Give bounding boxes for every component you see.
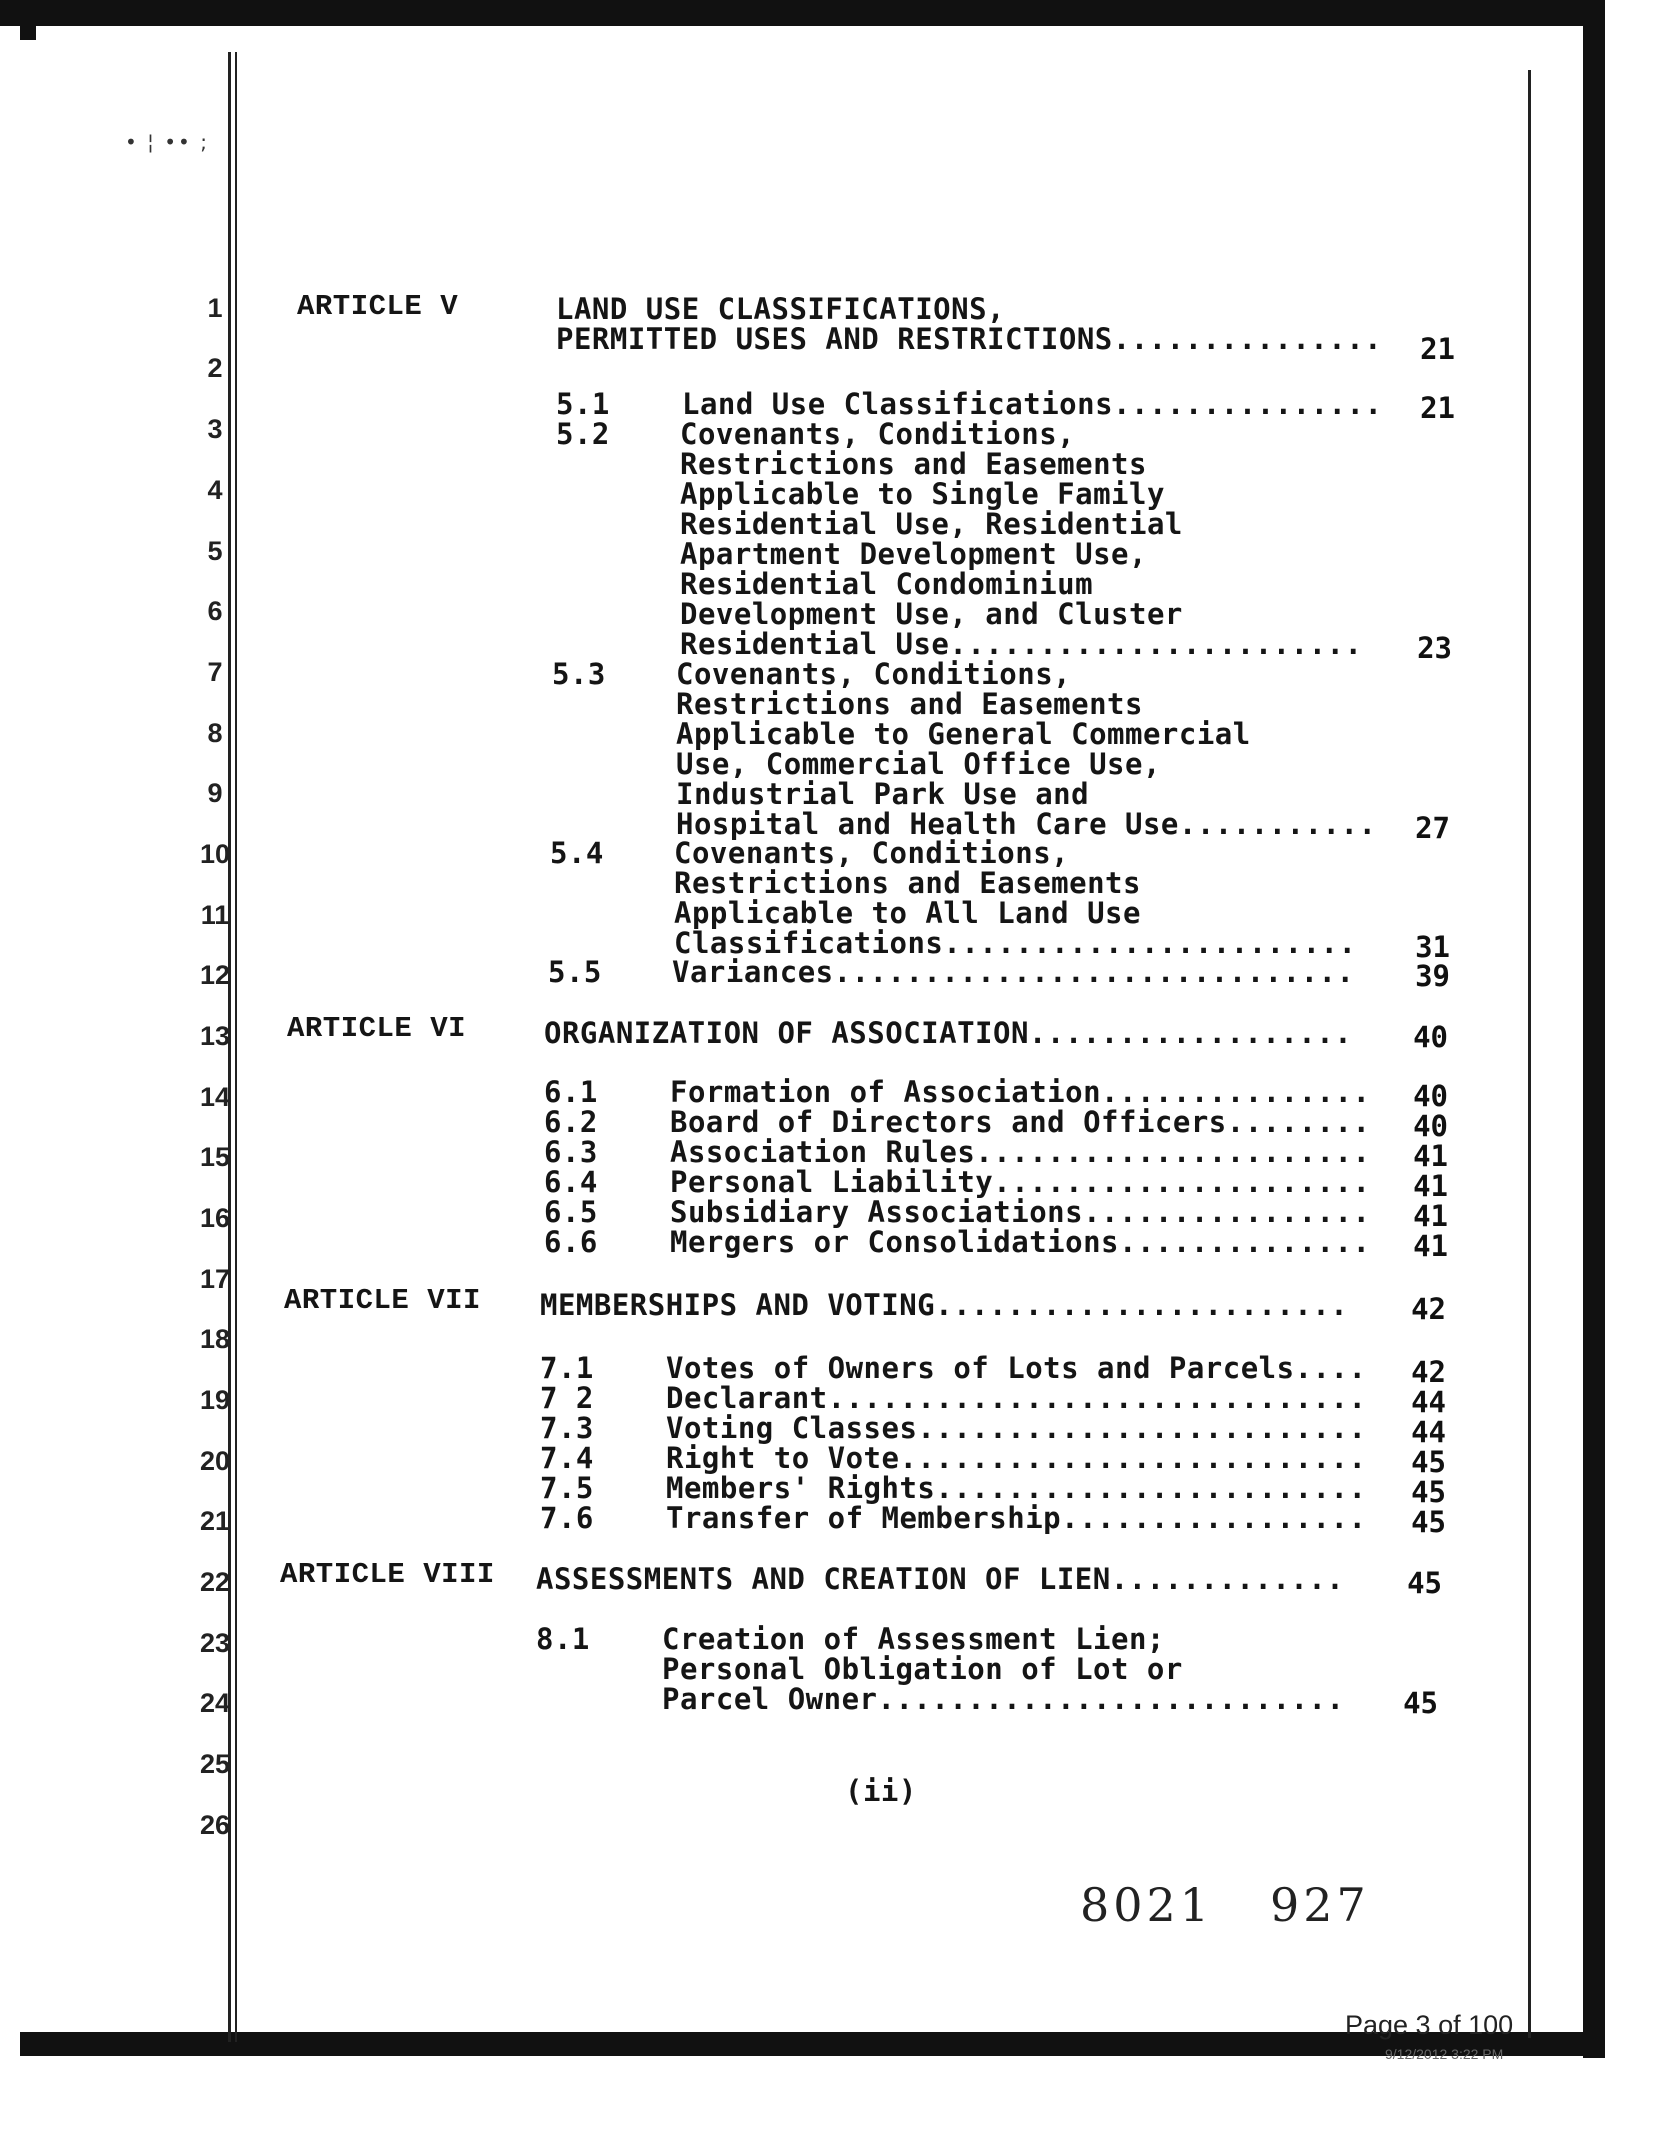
section-title: Formation of Association...............	[670, 1075, 1371, 1109]
section-title: Variances.............................	[672, 955, 1355, 989]
article-viii-title: ASSESSMENTS AND CREATION OF LIEN.............	[536, 1562, 1345, 1596]
section-title: Votes of Owners of Lots and Parcels....	[666, 1351, 1367, 1385]
line-number: 2	[207, 353, 223, 383]
section-title: Applicable to All Land Use	[674, 896, 1141, 930]
page-number: 45	[1407, 1566, 1442, 1600]
line-number: 16	[199, 1203, 231, 1233]
line-number: 25	[199, 1749, 231, 1779]
section-title: Covenants, Conditions,	[680, 417, 1076, 451]
section-title: Transfer of Membership.................	[666, 1501, 1367, 1535]
section-number: 7.1	[540, 1351, 594, 1385]
line-number: 11	[200, 900, 230, 930]
section-title: Right to Vote..........................	[666, 1441, 1367, 1475]
article-vii-title: MEMBERSHIPS AND VOTING.......................	[540, 1288, 1349, 1322]
line-number: 24	[199, 1688, 231, 1718]
page-number: 41	[1413, 1229, 1448, 1263]
section-title: Personal Obligation of Lot or	[662, 1652, 1183, 1686]
section-title: Applicable to General Commercial	[676, 717, 1251, 751]
article-v-label: ARTICLE V	[297, 290, 459, 323]
line-number: 7	[207, 657, 223, 687]
right-margin-rule	[1528, 70, 1531, 2038]
line-number: 13	[199, 1021, 231, 1051]
section-title: Applicable to Single Family	[680, 477, 1165, 511]
page-number: 21	[1420, 332, 1455, 366]
section-title: Personal Liability.....................	[670, 1165, 1371, 1199]
page-number: 40	[1413, 1109, 1448, 1143]
page-number: 27	[1415, 811, 1450, 845]
page-number: 45	[1403, 1686, 1438, 1720]
section-title: Board of Directors and Officers........	[670, 1105, 1371, 1139]
page-indicator: Page 3 of 100	[1345, 2010, 1514, 2040]
article-vi-title: ORGANIZATION OF ASSOCIATION..................	[544, 1016, 1353, 1050]
line-number: 21	[199, 1506, 231, 1536]
line-number: 1	[207, 293, 223, 323]
section-number: 6.6	[544, 1225, 598, 1259]
line-number: 26	[199, 1810, 231, 1840]
section-number: 8.1	[536, 1622, 590, 1656]
page-number: 44	[1411, 1385, 1446, 1419]
page-number: 39	[1415, 959, 1450, 993]
line-number: 23	[199, 1628, 231, 1658]
page-number: 21	[1420, 391, 1455, 425]
section-number: 7.6	[540, 1501, 594, 1535]
book-page-number: 927	[1270, 1878, 1370, 1932]
line-number: 10	[199, 839, 231, 869]
page-number: 42	[1411, 1292, 1446, 1326]
section-title: Residential Use.......................	[680, 627, 1363, 661]
page-number: 40	[1413, 1079, 1448, 1113]
page-number: 41	[1413, 1199, 1448, 1233]
section-title: Use, Commercial Office Use,	[676, 747, 1161, 781]
scan-border-top	[0, 0, 1605, 26]
section-number: 5.1	[556, 387, 610, 421]
scan-border-right	[1583, 0, 1605, 2058]
section-number: 7 2	[540, 1381, 594, 1415]
line-number: 20	[199, 1446, 231, 1476]
page-number: 41	[1413, 1169, 1448, 1203]
section-number: 7.5	[540, 1471, 594, 1505]
page-number: 23	[1417, 631, 1452, 665]
line-number: 9	[207, 778, 223, 808]
line-number: 4	[207, 475, 223, 505]
section-title: Restrictions and Easements	[676, 687, 1143, 721]
section-number: 5.2	[556, 417, 610, 451]
section-number: 7.4	[540, 1441, 594, 1475]
section-title: Covenants, Conditions,	[676, 657, 1072, 691]
section-number: 7.3	[540, 1411, 594, 1445]
section-title: Covenants, Conditions,	[674, 836, 1070, 870]
book-number: 8021	[1080, 1878, 1214, 1932]
roman-page-number: (ii)	[845, 1774, 917, 1808]
section-number: 6.4	[544, 1165, 598, 1199]
section-title: Mergers or Consolidations..............	[670, 1225, 1371, 1259]
page-number: 45	[1411, 1475, 1446, 1509]
section-title: Voting Classes.........................	[666, 1411, 1367, 1445]
line-number: 22	[199, 1567, 231, 1597]
section-number: 5.5	[548, 955, 602, 989]
section-title: Subsidiary Associations................	[670, 1195, 1371, 1229]
section-title: Restrictions and Easements	[680, 447, 1147, 481]
article-v-title: PERMITTED USES AND RESTRICTIONS...............	[556, 322, 1383, 356]
line-number: 12	[199, 960, 231, 990]
line-number: 19	[199, 1385, 231, 1415]
line-number: 14	[199, 1082, 231, 1112]
article-vi-label: ARTICLE VI	[287, 1012, 467, 1045]
timestamp-stamp: 9/12/2012 3:22 PM	[1385, 2046, 1504, 2062]
line-number: 15	[199, 1142, 231, 1172]
section-title: Apartment Development Use,	[680, 537, 1147, 571]
article-viii-label: ARTICLE VIII	[280, 1558, 495, 1591]
line-number: 18	[199, 1324, 231, 1354]
section-number: 6.2	[544, 1105, 598, 1139]
section-title: Parcel Owner..........................	[662, 1682, 1345, 1716]
section-number: 6.5	[544, 1195, 598, 1229]
section-title: Creation of Assessment Lien;	[662, 1622, 1165, 1656]
section-title: Land Use Classifications...............	[682, 387, 1383, 421]
section-title: Members' Rights........................	[666, 1471, 1367, 1505]
section-title: Declarant..............................	[666, 1381, 1367, 1415]
page-number: 44	[1411, 1415, 1446, 1449]
section-title: Residential Use, Residential	[680, 507, 1183, 541]
corner-marks: • ¦ •• ;	[125, 130, 209, 154]
line-number: 8	[207, 718, 223, 748]
line-number: 17	[199, 1264, 231, 1294]
line-number: 3	[207, 414, 223, 444]
section-title: Classifications.......................	[674, 926, 1357, 960]
section-title: Hospital and Health Care Use...........	[676, 807, 1377, 841]
page-number: 45	[1411, 1445, 1446, 1479]
page-number: 41	[1413, 1139, 1448, 1173]
section-number: 5.3	[552, 657, 606, 691]
page-number: 42	[1411, 1355, 1446, 1389]
article-vii-label: ARTICLE VII	[284, 1284, 481, 1317]
section-number: 6.1	[544, 1075, 598, 1109]
page-number: 40	[1413, 1020, 1448, 1054]
scan-border-corner	[20, 0, 36, 40]
section-number: 6.3	[544, 1135, 598, 1169]
section-title: Development Use, and Cluster	[680, 597, 1183, 631]
page-number: 45	[1411, 1505, 1446, 1539]
line-number: 6	[207, 596, 223, 626]
line-number: 5	[207, 536, 223, 566]
section-number: 5.4	[550, 836, 604, 870]
section-title: Restrictions and Easements	[674, 866, 1141, 900]
section-title: Industrial Park Use and	[676, 777, 1090, 811]
page-number: 31	[1415, 930, 1450, 964]
section-title: Association Rules......................	[670, 1135, 1371, 1169]
section-title: Residential Condominium	[680, 567, 1094, 601]
article-v-title: LAND USE CLASSIFICATIONS,	[556, 292, 1005, 326]
